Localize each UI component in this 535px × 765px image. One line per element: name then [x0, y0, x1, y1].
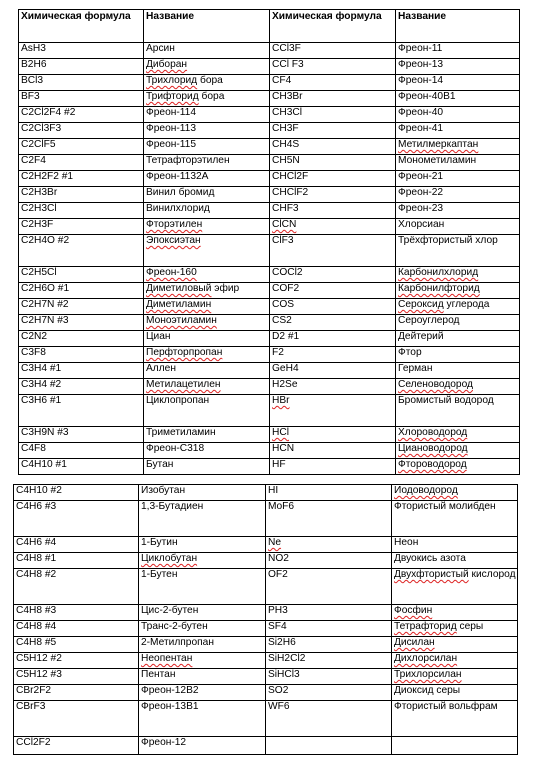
table-row	[14, 537, 518, 553]
formula-cell: C2N2	[19, 331, 144, 347]
gas-table-top	[18, 9, 520, 475]
table-row	[19, 235, 520, 267]
name-cell: Транс-2-бутен	[139, 621, 266, 637]
formula-cell: PH3	[266, 605, 392, 621]
formula-cell: C2Cl2F4 #2	[19, 107, 144, 123]
formula-cell: C4H10 #1	[19, 459, 144, 475]
formula-cell: ClF3	[270, 235, 396, 267]
formula-cell: HI	[266, 485, 392, 501]
name-cell: Цис-2-бутен	[139, 605, 266, 621]
formula-cell: SO2	[266, 685, 392, 701]
table-row	[19, 91, 520, 107]
name-cell: Фреон-114	[144, 107, 270, 123]
formula-cell: Si2H6	[266, 637, 392, 653]
formula-cell: C3H6 #1	[19, 395, 144, 427]
table-row	[14, 653, 518, 669]
name-cell: Фреон-41	[396, 123, 520, 139]
formula-cell: BF3	[19, 91, 144, 107]
formula-cell: CH3Cl	[270, 107, 396, 123]
name-cell: Селеноводород	[396, 379, 520, 395]
name-cell: Фтористый вольфрам	[392, 701, 518, 737]
formula-cell: C4H10 #2	[14, 485, 139, 501]
table-row	[19, 459, 520, 475]
formula-cell: HF	[270, 459, 396, 475]
name-cell: Арсин	[144, 43, 270, 59]
name-cell: Диборан	[144, 59, 270, 75]
table-row	[19, 59, 520, 75]
formula-cell: C4F8	[19, 443, 144, 459]
header-name: Название	[144, 10, 270, 43]
formula-cell: SiH2Cl2	[266, 653, 392, 669]
formula-cell: CH5N	[270, 155, 396, 171]
name-cell: Двухфтористый кислород	[392, 569, 518, 605]
name-cell: Трёхфтористый хлор	[396, 235, 520, 267]
formula-cell: C2H5Cl	[19, 267, 144, 283]
name-cell: Карбонилхлорид	[396, 267, 520, 283]
formula-cell: CCl2F2	[14, 737, 139, 755]
table-row	[19, 43, 520, 59]
name-cell: Дейтерий	[396, 331, 520, 347]
formula-cell: SiHCl3	[266, 669, 392, 685]
formula-cell: CHF3	[270, 203, 396, 219]
formula-cell: CCl3F	[270, 43, 396, 59]
name-cell: Дихлорсилан	[392, 653, 518, 669]
name-cell: 1-Бутен	[139, 569, 266, 605]
name-cell: Диметиламин	[144, 299, 270, 315]
name-cell: Винилхлорид	[144, 203, 270, 219]
name-cell: Диметиловый эфир	[144, 283, 270, 299]
name-cell: Герман	[396, 363, 520, 379]
name-cell: Сероуглерод	[396, 315, 520, 331]
table-body-bottom	[14, 485, 518, 755]
formula-cell: C4H6 #3	[14, 501, 139, 537]
table-row	[19, 379, 520, 395]
formula-cell: CBr2F2	[14, 685, 139, 701]
name-cell: Метилмеркаптан	[396, 139, 520, 155]
name-cell: Фреон-22	[396, 187, 520, 203]
name-cell: Фреон-40	[396, 107, 520, 123]
formula-cell: SF4	[266, 621, 392, 637]
table-row	[19, 363, 520, 379]
name-cell: Двуокись азота	[392, 553, 518, 569]
formula-cell: F2	[270, 347, 396, 363]
table-row	[19, 75, 520, 91]
name-cell: Тетрафторэтилен	[144, 155, 270, 171]
formula-cell: HCN	[270, 443, 396, 459]
table-row	[19, 427, 520, 443]
formula-cell: C5H12 #2	[14, 653, 139, 669]
formula-cell: BCl3	[19, 75, 144, 91]
table-row	[19, 315, 520, 331]
name-cell: Карбонилфторид	[396, 283, 520, 299]
name-cell: Фреон-40B1	[396, 91, 520, 107]
table-header-row	[19, 10, 520, 43]
formula-cell: HCl	[270, 427, 396, 443]
table-row	[19, 155, 520, 171]
formula-cell: H2Se	[270, 379, 396, 395]
name-cell	[392, 737, 518, 755]
name-cell: Монометиламин	[396, 155, 520, 171]
name-cell: Фреон-1132A	[144, 171, 270, 187]
name-cell: Фреон-C318	[144, 443, 270, 459]
formula-cell: COCl2	[270, 267, 396, 283]
name-cell: Фреон-14	[396, 75, 520, 91]
name-cell: Циклопропан	[144, 395, 270, 427]
name-cell: Моноэтиламин	[144, 315, 270, 331]
name-cell: Бутан	[144, 459, 270, 475]
name-cell: Фреон-113	[144, 123, 270, 139]
header-name: Название	[396, 10, 520, 43]
table-row	[14, 569, 518, 605]
name-cell: Циановодород	[396, 443, 520, 459]
formula-cell: CF4	[270, 75, 396, 91]
name-cell: 1-Бутин	[139, 537, 266, 553]
formula-cell: CS2	[270, 315, 396, 331]
name-cell: Циан	[144, 331, 270, 347]
formula-cell: Ne	[266, 537, 392, 553]
formula-cell: C3F8	[19, 347, 144, 363]
name-cell: Хлороводород	[396, 427, 520, 443]
name-cell: Фреон-13B1	[139, 701, 266, 737]
table-row	[19, 331, 520, 347]
name-cell: Фтор	[396, 347, 520, 363]
formula-cell: C2H3F	[19, 219, 144, 235]
table-row	[14, 605, 518, 621]
table-row	[19, 187, 520, 203]
table-row	[14, 685, 518, 701]
name-cell: 1,3-Бутадиен	[139, 501, 266, 537]
name-cell: Трихлорид бора	[144, 75, 270, 91]
name-cell: Хлорсиан	[396, 219, 520, 235]
name-cell: Триметиламин	[144, 427, 270, 443]
name-cell: Винил бромид	[144, 187, 270, 203]
table-row	[14, 501, 518, 537]
table-row	[19, 107, 520, 123]
table-row	[19, 299, 520, 315]
formula-cell: C2Cl3F3	[19, 123, 144, 139]
name-cell: Трифторид бора	[144, 91, 270, 107]
formula-cell: C2H4O #2	[19, 235, 144, 267]
table-row	[19, 139, 520, 155]
formula-cell: C4H8 #4	[14, 621, 139, 637]
formula-cell: C4H8 #2	[14, 569, 139, 605]
table-body-top	[19, 43, 520, 475]
formula-cell: C2H3Br	[19, 187, 144, 203]
name-cell: Метилацетилен	[144, 379, 270, 395]
formula-cell: C2H2F2 #1	[19, 171, 144, 187]
gas-table-bottom	[13, 484, 518, 755]
table-row	[14, 637, 518, 653]
table-row	[14, 621, 518, 637]
name-cell: Фтористый молибден	[392, 501, 518, 537]
formula-cell: GeH4	[270, 363, 396, 379]
formula-cell: D2 #1	[270, 331, 396, 347]
table-row	[19, 283, 520, 299]
formula-cell: AsH3	[19, 43, 144, 59]
name-cell: Бромистый водород	[396, 395, 520, 427]
header-formula: Химическая формула	[19, 10, 144, 43]
table-row	[19, 171, 520, 187]
name-cell: Фтороводород	[396, 459, 520, 475]
formula-cell: C3H9N #3	[19, 427, 144, 443]
formula-cell: C4H6 #4	[14, 537, 139, 553]
table-row	[19, 123, 520, 139]
table-row	[19, 347, 520, 363]
name-cell: Фторэтилен	[144, 219, 270, 235]
formula-cell: C3H4 #2	[19, 379, 144, 395]
formula-cell: MoF6	[266, 501, 392, 537]
name-cell: Аллен	[144, 363, 270, 379]
name-cell: Неон	[392, 537, 518, 553]
table-row	[14, 485, 518, 501]
name-cell: Фреон-12B2	[139, 685, 266, 701]
name-cell: Трихлорсилан	[392, 669, 518, 685]
table-row	[19, 395, 520, 427]
formula-cell: C3H4 #1	[19, 363, 144, 379]
header-formula: Химическая формула	[270, 10, 396, 43]
name-cell: Дисилан	[392, 637, 518, 653]
formula-cell: C4H8 #1	[14, 553, 139, 569]
table-row	[14, 737, 518, 755]
formula-cell: C2ClF5	[19, 139, 144, 155]
formula-cell: C4H8 #5	[14, 637, 139, 653]
formula-cell: COS	[270, 299, 396, 315]
formula-cell: CHCl2F	[270, 171, 396, 187]
formula-cell: CH4S	[270, 139, 396, 155]
formula-cell: CCl F3	[270, 59, 396, 75]
formula-cell: CHClF2	[270, 187, 396, 203]
name-cell: Фреон-11	[396, 43, 520, 59]
name-cell: Фреон-12	[139, 737, 266, 755]
formula-cell: C5H12 #3	[14, 669, 139, 685]
table-row	[19, 203, 520, 219]
formula-cell: CBrF3	[14, 701, 139, 737]
formula-cell: C4H8 #3	[14, 605, 139, 621]
table-row	[14, 701, 518, 737]
formula-cell: B2H6	[19, 59, 144, 75]
table-row	[19, 443, 520, 459]
formula-cell: NO2	[266, 553, 392, 569]
formula-cell: WF6	[266, 701, 392, 737]
name-cell: Фреон-21	[396, 171, 520, 187]
name-cell: Эпоксиэтан	[144, 235, 270, 267]
formula-cell	[266, 737, 392, 755]
name-cell: Перфторпропан	[144, 347, 270, 363]
table-row	[14, 669, 518, 685]
table-row	[19, 267, 520, 283]
name-cell: 2-Метилпропан	[139, 637, 266, 653]
table-row	[14, 553, 518, 569]
table-row	[19, 219, 520, 235]
name-cell: Изобутан	[139, 485, 266, 501]
formula-cell: COF2	[270, 283, 396, 299]
name-cell: Фреон-115	[144, 139, 270, 155]
formula-cell: C2H3Cl	[19, 203, 144, 219]
name-cell: Диоксид серы	[392, 685, 518, 701]
formula-cell: C2H7N #2	[19, 299, 144, 315]
name-cell: Пентан	[139, 669, 266, 685]
formula-cell: ClCN	[270, 219, 396, 235]
name-cell: Иодоводород	[392, 485, 518, 501]
formula-cell: OF2	[266, 569, 392, 605]
name-cell: Циклобутан	[139, 553, 266, 569]
name-cell: Фреон-23	[396, 203, 520, 219]
formula-cell: CH3F	[270, 123, 396, 139]
name-cell: Сероксид углерода	[396, 299, 520, 315]
formula-cell: C2H6O #1	[19, 283, 144, 299]
formula-cell: C2H7N #3	[19, 315, 144, 331]
name-cell: Неопентан	[139, 653, 266, 669]
formula-cell: C2F4	[19, 155, 144, 171]
name-cell: Фреон-13	[396, 59, 520, 75]
formula-cell: CH3Br	[270, 91, 396, 107]
name-cell: Фреон-160	[144, 267, 270, 283]
name-cell: Тетрафторид серы	[392, 621, 518, 637]
name-cell: Фосфин	[392, 605, 518, 621]
formula-cell: HBr	[270, 395, 396, 427]
